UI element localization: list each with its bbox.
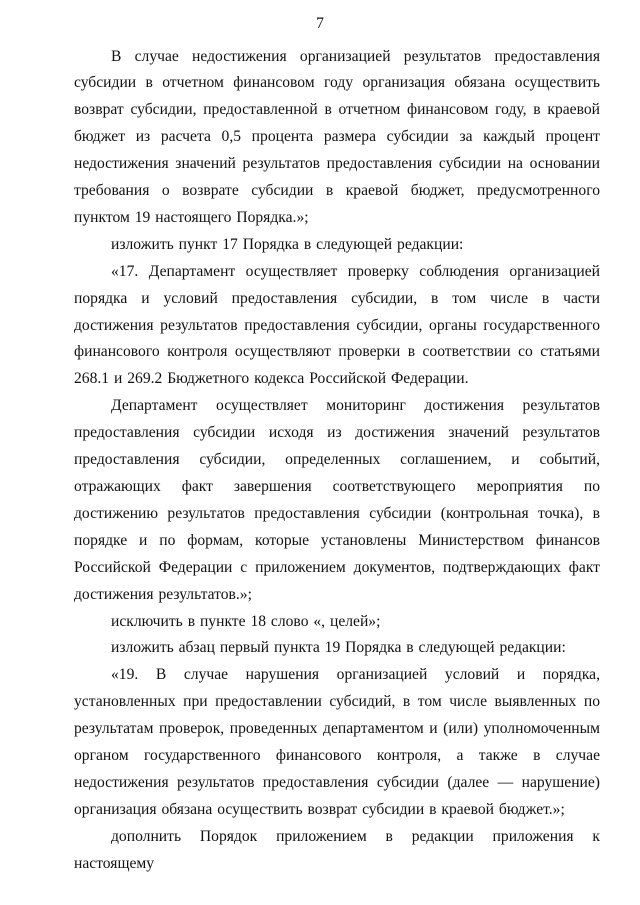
paragraph-add-appendix: дополнить Порядок приложением в редакции приложения к настоящему: [74, 827, 600, 872]
paragraph-point-17-inspection: «17. Департамент осуществляет проверку соблюдения организацией порядка и условий предоставления субсидии, в том числе в части достижения результатов предоставления субсидии, органы государственного финансового контроля осуществляют проверки в соответствии со статьями 268.1 и 269.2 Бюджетного кодекса Российской Федерации.: [74, 262, 600, 388]
paragraph-exclude-point-18: исключить в пункте 18 слово «, целей»;: [111, 612, 381, 630]
paragraph-amend-point-19: изложить абзац первый пункта 19 Порядка в следующей редакции:: [111, 639, 566, 657]
paragraph-point-19-violation: «19. В случае нарушения организацией условий и порядка, установленных при предоставлении субсидий, в том числе выявленных по результатам проверок, проведенных департаментом и (или) уполномоченным органом государственного финансового контроля, а также в случае недостижения результатов предоставления субсидии (далее — нарушение) организация обязана осуществить возврат субсидии в краевой бюджет.»;: [74, 666, 600, 818]
paragraph-refund-underachievement: В случае недостижения организацией результатов предоставления субсидии в отчетном финансовом году организация обязана осуществить возврат субсидии, предоставленной в отчетном финансовом году, в краевой бюджет из расчета 0,5 процента размера субсидии за каждый процент недостижения значений результатов предоставления субсидии на основании требования о возврате субсидии в краевой бюджет, предусмотренного пунктом 19 настоящего Порядка.»;: [74, 47, 600, 226]
document-body: [74, 44, 600, 878]
paragraph-amend-point-17: изложить пункт 17 Порядка в следующей редакции:: [111, 235, 464, 253]
paragraph-monitoring: Департамент осуществляет мониторинг достижения результатов предоставления субсидии исходя из достижения значений результатов предоставления субсидии, определенных соглашением, и событий, отражающих факт завершения соответствующего мероприятия по достижению результатов предоставления субсидии (контрольная точка), в порядке и по формам, которые установлены Министерством финансов Российской Федерации с приложением документов, подтверждающих факт достижения результатов.»;: [74, 397, 600, 603]
page-number: 7: [316, 15, 324, 32]
